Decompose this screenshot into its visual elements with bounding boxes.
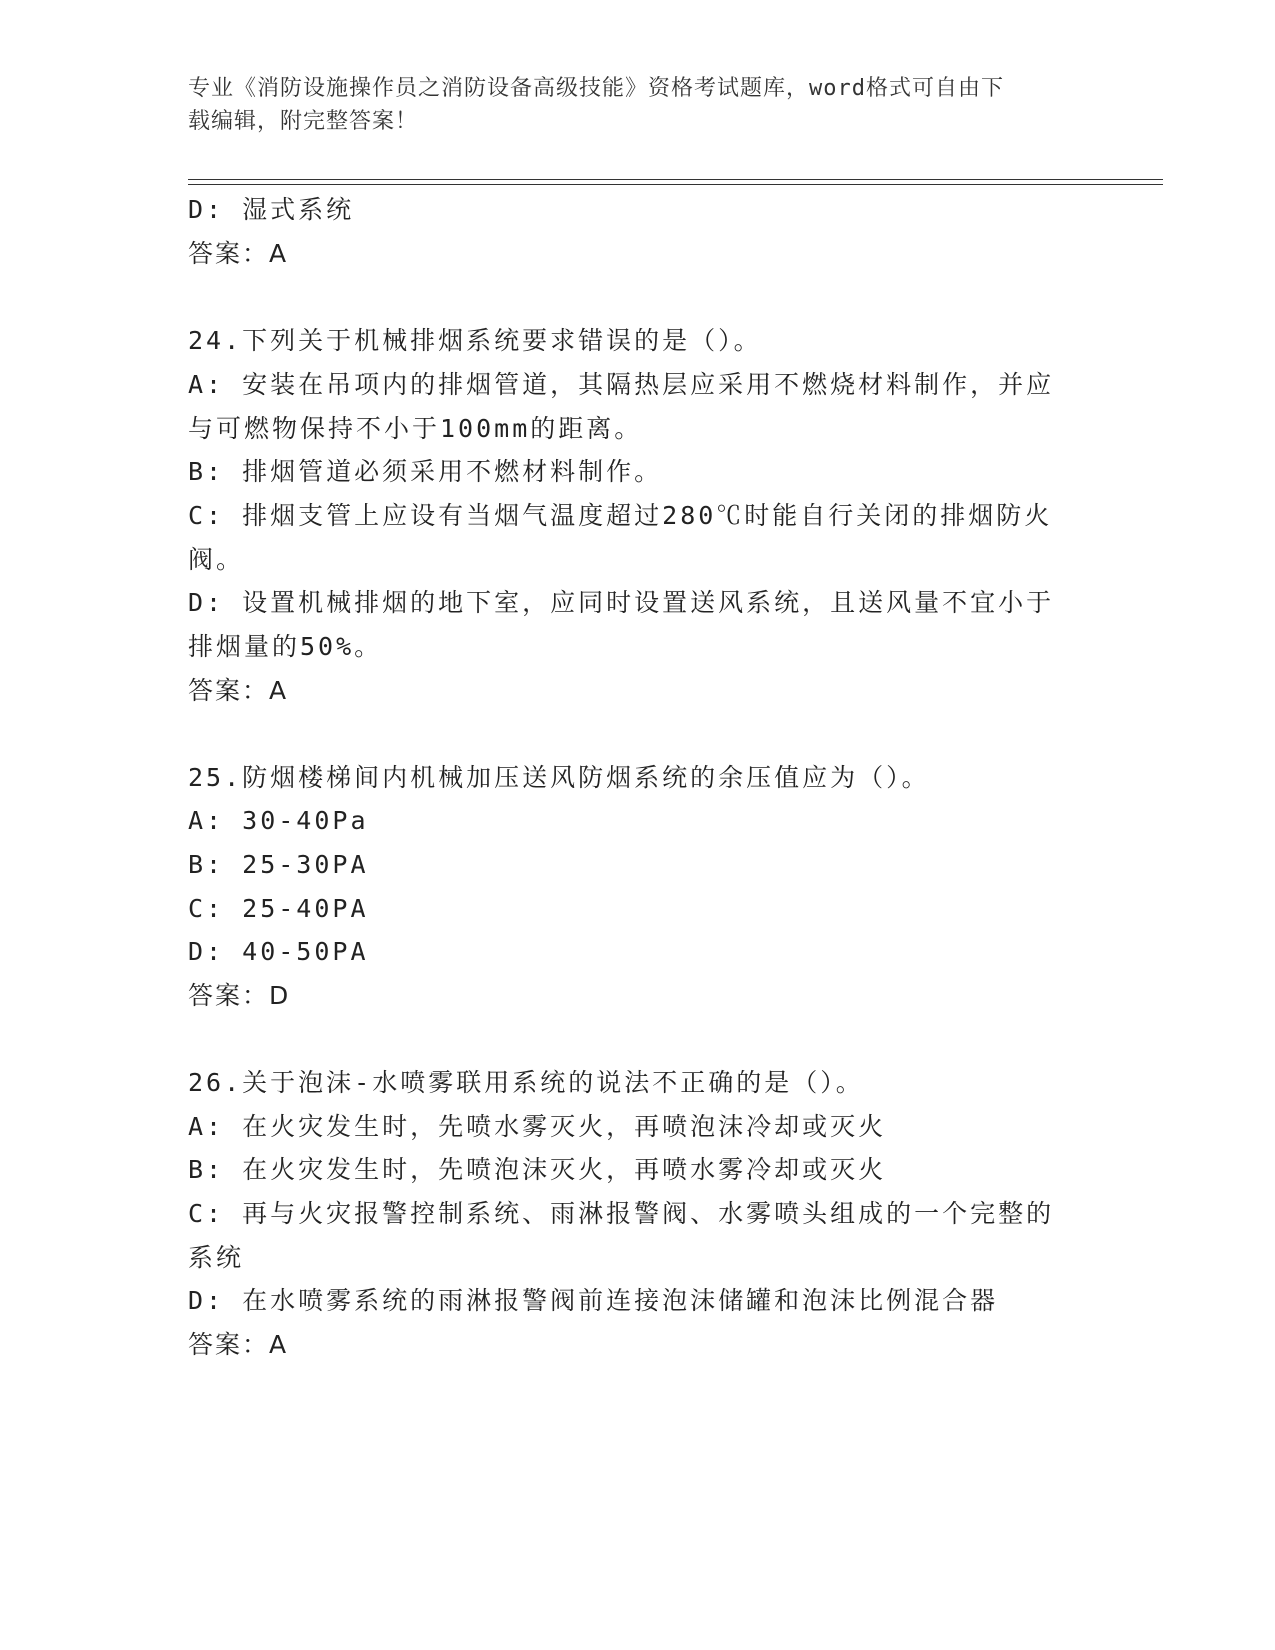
prev-answer: 答案：A xyxy=(188,239,289,268)
q26-answer: 答案：A xyxy=(188,1330,289,1359)
q25-option-c: C: 25-40PA xyxy=(188,894,369,923)
q25-option-d: D: 40-50PA xyxy=(188,937,369,966)
q24-option-d-line-2: 排烟量的50%。 xyxy=(188,632,383,661)
q25-option-b: B: 25-30PA xyxy=(188,850,369,879)
q26-option-b: B: 在火灾发生时，先喷泡沫灭火，再喷水雾冷却或灭火 xyxy=(188,1155,887,1184)
q25-answer: 答案：D xyxy=(188,981,291,1010)
q24-option-a-line-1: A: 安装在吊项内的排烟管道，其隔热层应采用不燃烧材料制作，并应 xyxy=(188,370,1055,399)
header-line-2: 载编辑，附完整答案！ xyxy=(188,109,419,134)
q24-option-d-line-1: D: 设置机械排烟的地下室，应同时设置送风系统，且送风量不宜小于 xyxy=(188,588,1055,617)
header-divider-bottom xyxy=(188,184,1163,185)
q24-option-c-line-1: C: 排烟支管上应设有当烟气温度超过280℃时能自行关闭的排烟防火 xyxy=(188,501,1053,530)
q25-option-a: A: 30-40Pa xyxy=(188,806,369,835)
q26-option-c-line-1: C: 再与火灾报警控制系统、雨淋报警阀、水雾喷头组成的一个完整的 xyxy=(188,1199,1055,1228)
prev-option-d: D: 湿式系统 xyxy=(188,195,355,224)
q26-option-a: A: 在火灾发生时，先喷水雾灭火，再喷泡沫冷却或灭火 xyxy=(188,1112,887,1141)
q25-stem: 25.防烟楼梯间内机械加压送风防烟系统的余压值应为（）。 xyxy=(188,763,930,792)
header-line-1: 专业《消防设施操作员之消防设备高级技能》资格考试题库，word格式可自由下 xyxy=(188,76,1004,101)
q26-option-d: D: 在水喷雾系统的雨淋报警阀前连接泡沫储罐和泡沫比例混合器 xyxy=(188,1286,999,1315)
q24-option-c-line-2: 阀。 xyxy=(188,545,245,574)
document-header xyxy=(188,72,1088,138)
q24-option-b: B: 排烟管道必须采用不燃材料制作。 xyxy=(188,457,663,486)
q24-answer: 答案：A xyxy=(188,676,289,705)
header-divider-top xyxy=(188,179,1163,180)
q24-stem: 24.下列关于机械排烟系统要求错误的是（）。 xyxy=(188,326,762,355)
q26-option-c-line-2: 系统 xyxy=(188,1243,245,1272)
q24-option-a-line-2: 与可燃物保持不小于100mm的距离。 xyxy=(188,414,643,443)
q26-stem: 26.关于泡沫-水喷雾联用系统的说法不正确的是（）。 xyxy=(188,1068,864,1097)
